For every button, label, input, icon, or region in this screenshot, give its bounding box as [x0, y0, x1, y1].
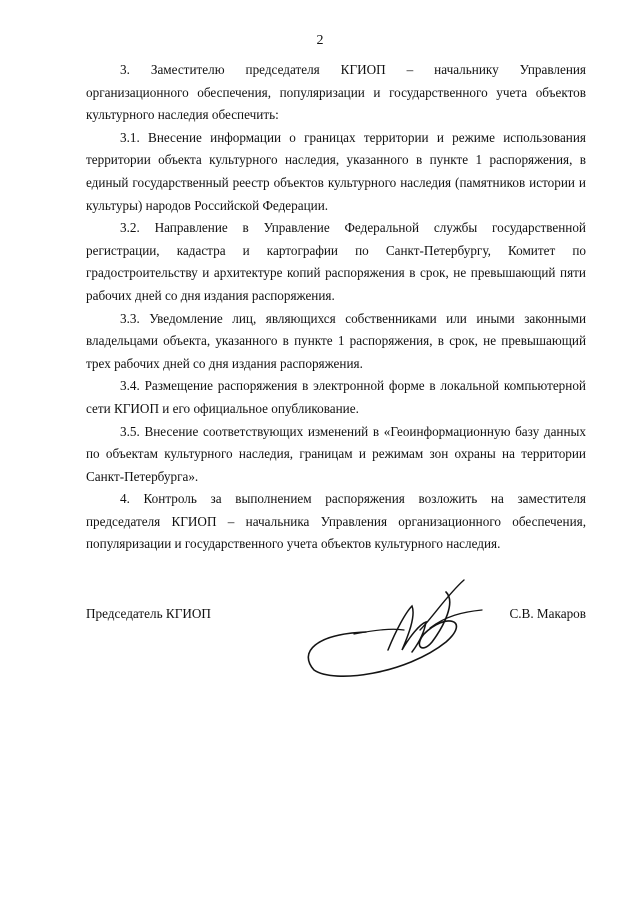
signature-block [86, 606, 586, 630]
document-body [86, 59, 586, 556]
page-number: 2 [316, 33, 324, 48]
paragraph-3-2: 3.2. Направление в Управление Федеральной службы государственной регистрации, кадастра и картографии по Санкт-Петербургу, Комитет по градостроительству и архитектуре копий распоряжения в срок, не превышающий пяти рабочих дней со дня издания распоряжения. [86, 220, 586, 303]
signatory-title: Председатель КГИОП [86, 606, 211, 621]
paragraph-3-4: 3.4. Размещение распоряжения в электронной форме в локальной компьютерной сети КГИОП и его официальное опубликование. [86, 378, 586, 416]
paragraph-3-5: 3.5. Внесение соответствующих изменений в «Геоинформационную базу данных по объектам культурного наследия, границам и режимам зон охраны на территории Санкт-Петербурга». [86, 423, 586, 484]
paragraph-3-3: 3.3. Уведомление лиц, являющихся собственниками или иными законными владельцами объекта, указанного в пункте 1 распоряжения, в срок, не превышающий трех рабочих дней со дня издания распоряжения. [86, 310, 586, 371]
signatory-name: С.В. Макаров [509, 606, 586, 621]
paragraph-3: 3. Заместителю председателя КГИОП – начальнику Управления организационного обеспечения, популяризации и государственного учета объектов культурного наследия обеспечить: [86, 62, 586, 123]
paragraph-4: 4. Контроль за выполнением распоряжения возложить на заместителя председателя КГИОП – начальника Управления организационного обеспечения, популяризации и государственного учета объектов культурного наследия. [86, 491, 586, 552]
paragraph-3-1: 3.1. Внесение информации о границах территории и режиме использования территории объекта культурного наследия, указанного в пункте 1 распоряжения, в единый государственный реестр объектов культурного наследия (памятников истории и культуры) народов Российской Федерации. [86, 129, 586, 213]
